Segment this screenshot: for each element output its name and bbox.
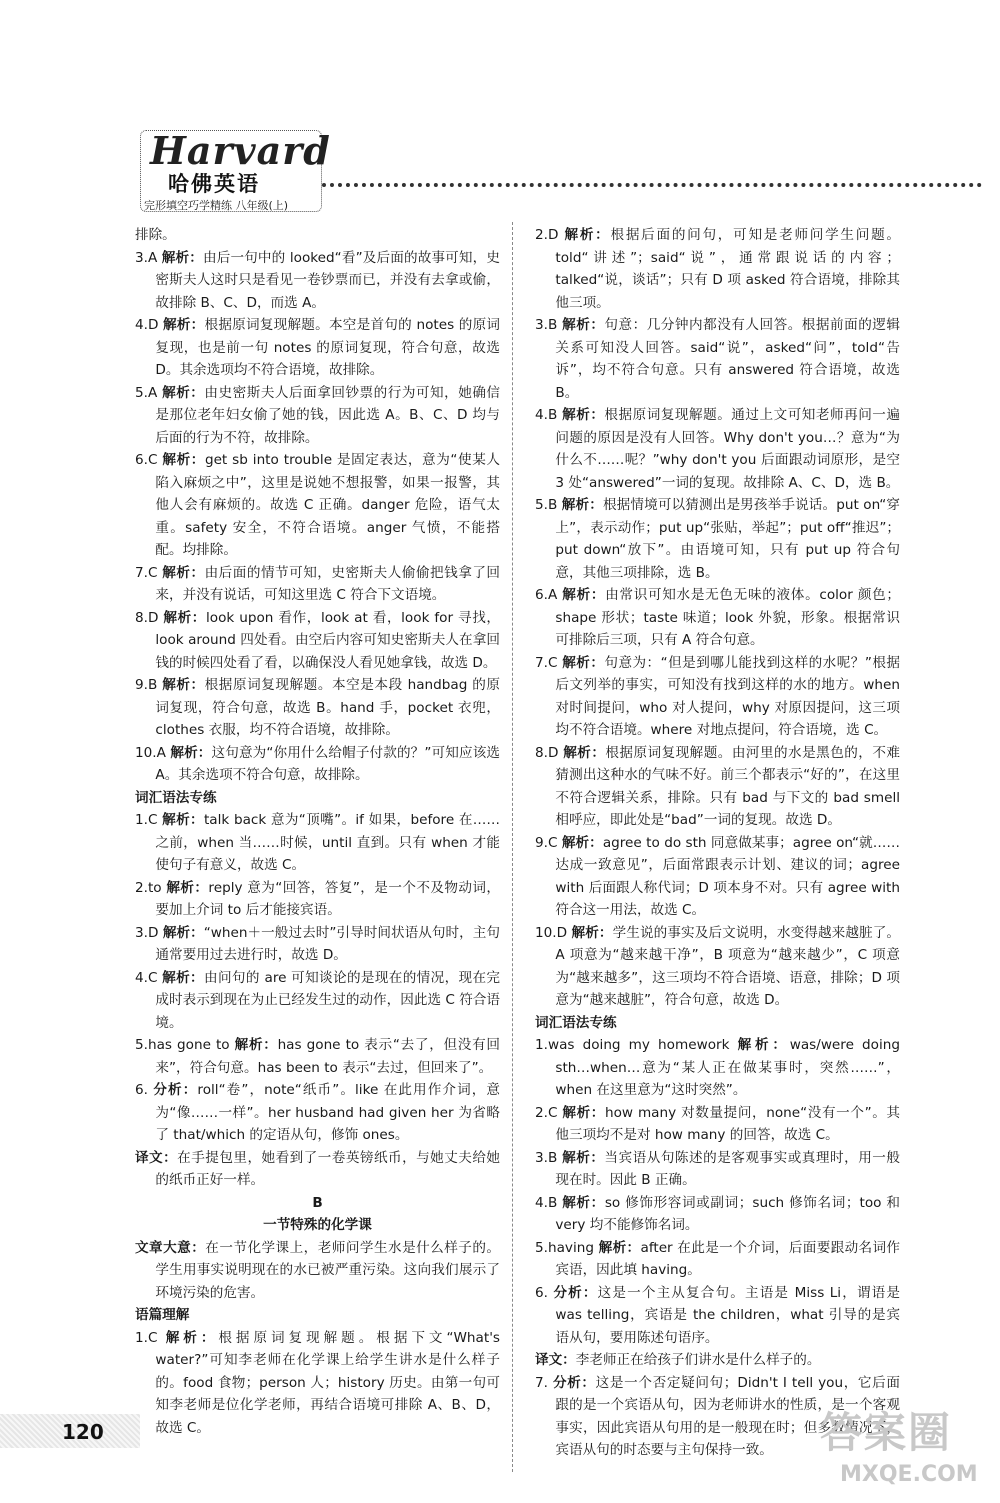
- analysis-label: 解析：: [571, 924, 613, 941]
- analysis-label: 解析：: [562, 587, 606, 603]
- analysis-text: agree to do sth 同意做某事；agree on“就……达成一致意见”，后面常跟表示计划、建议的词；agree with 后面跟人称代词；D 项本身不对。只有 agree with 符合这一用法，故选 C。: [555, 834, 900, 918]
- answer-number: 1.was doing my homework: [535, 1037, 730, 1053]
- analysis-label: 解析：: [562, 1149, 605, 1166]
- analysis-text: 在一节化学课上，老师问学生水是什么样子的。学生用事实说明现在的水已被严重污染。这向我们展示了环境污染的危害。: [155, 1239, 500, 1301]
- answer-item: [135, 247, 500, 315]
- answer-item: [135, 449, 500, 562]
- analysis-text: 由后面的情节可知，史密斯夫人偷偷把钱拿了回来，并没有说话，可知这里选 C 符合下文语境。: [155, 564, 501, 603]
- answer-item: [135, 1034, 500, 1079]
- page-header: [0, 0, 1000, 240]
- answer-number: 7.C: [135, 564, 158, 581]
- answer-number: 6.: [135, 1082, 148, 1098]
- passage-title: B: [312, 1194, 323, 1211]
- answer-number: 3.B: [535, 317, 558, 333]
- analysis-text: 根据原词复现解题。根据下文“What's water?”可知李老师在化学课上给学生讲水是什么样子的。food 食物；person 人；history 历史。由第一句可知李老师是位化学老师，再结合语境可排除 A、B、D，故选 C。: [155, 1329, 501, 1436]
- analysis-text: has gone to 表示“去了，但没有回来”，符合句意。has been to 表示“去过，但回来了”。: [155, 1037, 500, 1076]
- analysis-label: 解析：: [564, 227, 611, 243]
- answer-number: 9.B: [135, 677, 158, 693]
- analysis-text: 由后一句中的 looked“看”及后面的故事可知，史密斯夫人这时只是看见一卷钞票而已，并没有去拿或偷，故排除 B、C、D，而选 A。: [155, 249, 500, 311]
- answer-number: 8.D: [535, 744, 559, 761]
- answer-number: 5.has gone to: [135, 1037, 230, 1053]
- answer-number: 5.A: [135, 384, 158, 401]
- text-line: 排除。: [135, 227, 176, 243]
- section-heading: 词汇语法专练: [535, 1014, 617, 1031]
- answer-item: [535, 742, 900, 832]
- analysis-text: get sb into trouble 是固定表达，意为“使某人陷入麻烦之中”，这里是说她不想报警，如果一报警，其他人会有麻烦的。故选 C 正确。danger 危险，语气太重。safety 安全，不符合语境。anger 气愤，不能搭配。均排除。: [155, 452, 500, 558]
- answer-number: 6.: [535, 1284, 548, 1301]
- analysis-text: how many 对数量提问，none“没有一个”。其他三项均不是对 how many 的回答，故选 C。: [555, 1104, 900, 1143]
- answer-item: [135, 742, 500, 787]
- analysis-label: 译文：: [135, 1149, 178, 1166]
- answer-number: 7.C: [535, 654, 558, 671]
- analysis-text: after 在此是一个介词，后面要跟动名词作宾语，因此填 having。: [555, 1239, 901, 1278]
- answer-item: [535, 1237, 900, 1282]
- analysis-text: 根据原词复现解题。本空是本段 handbag 的原词复现，符合句意，故选 B。hand 手，pocket 衣兜，clothes 衣服，均不符合语境，故排除。: [155, 677, 501, 738]
- analysis-label: 解析：: [562, 317, 605, 333]
- analysis-label: 分析：: [552, 1374, 596, 1391]
- answer-item: [135, 877, 500, 922]
- analysis-label: 解析：: [598, 1239, 641, 1256]
- analysis-text: 学生说的事实及后文说明，水变得越来越脏了。A 项意为“越来越干净”，B 项意为“越来越少”，C 项意为“越来越多”，这三项均不符合语境、语意，排除；D 项意为“越来越脏”，符合句意，故选 D。: [555, 924, 901, 1008]
- answer-item: [535, 404, 900, 494]
- analysis-label: 解析：: [165, 1329, 219, 1346]
- answer-number: 2.D: [535, 227, 559, 243]
- answer-item: [535, 1147, 900, 1192]
- analysis-text: 这是一个否定疑问句；Didn't I tell you，它后面跟的是一个宾语从句，因为老师讲水的性质，是一个客观事实，因此宾语从句用的是一般现在时；但多数情况下，宾语从句的时态要与主句保持一致。: [555, 1374, 900, 1458]
- watermark-url: MXQE.COM: [840, 1462, 978, 1487]
- analysis-label: 解析：: [166, 879, 209, 896]
- analysis-label: 分析：: [553, 1284, 598, 1301]
- analysis-text: 这是一个主从复合句。主语是 Miss Li，谓语是 was telling，宾语是 the children，what 引导的是宾语从句，要用陈述句语序。: [555, 1284, 901, 1346]
- analysis-label: 解析：: [162, 677, 205, 693]
- answer-item: [535, 1282, 900, 1350]
- analysis-label: 解析：: [162, 384, 205, 401]
- answer-number: 10.A: [135, 744, 166, 761]
- analysis-text: “when＋一般过去时”引导时间状语从句时，主句通常要用过去进行时，故选 D。: [155, 924, 501, 963]
- right-column: [535, 224, 900, 1462]
- answer-item: [135, 562, 500, 607]
- page-number: 120: [62, 1420, 104, 1444]
- answer-number: 8.D: [135, 609, 159, 626]
- analysis-text: 根据情境可以猜测出是男孩举手说话。put on“穿上”，表示动作；put up“张贴，举起”；put off“推迟”；put down“放下”。由语境可知，只有 put up 符合句意，其他三项排除，选 B。: [555, 497, 900, 581]
- answer-item: [535, 1034, 900, 1102]
- answer-item: [135, 1079, 500, 1147]
- answer-item: [135, 922, 500, 967]
- answer-item: [535, 224, 900, 314]
- analysis-label: 译文：: [535, 1352, 576, 1368]
- analysis-label: 解析：: [162, 969, 205, 986]
- answer-number: 1.C: [135, 1329, 158, 1346]
- analysis-label: 解析：: [161, 249, 203, 266]
- section-heading: 词汇语法专练: [135, 789, 217, 806]
- analysis-text: 句意为：“但是到哪儿能找到这样的水呢？”根据后文列举的事实，可知没有找到这样的水的地方。when 对时间提问，who 对人提问，why 对原因提问，这三项均不符合语境。where 对地点提问，符合语境，选 C。: [555, 654, 900, 738]
- analysis-text: 根据原词复现解题。通过上文可知老师再问一遍问题的原因是没有人回答。Why don't you…？意为“为什么不……呢？”why don't you 后面跟动词原形，是空 3 处“answered”一词的复现。故排除 A、C、D，选 B。: [555, 407, 900, 491]
- answer-number: 9.C: [535, 834, 558, 851]
- answer-number: 1.C: [135, 812, 158, 828]
- analysis-label: 解析：: [162, 564, 205, 581]
- analysis-label: 分析：: [153, 1082, 198, 1098]
- analysis-text: 由史密斯夫人后面拿回钞票的行为可知，她确信是那位老年妇女偷了她的钱，因此选 A。B、C、D 均与后面的行为不符，故排除。: [155, 384, 501, 446]
- analysis-text: 根据原词复现解题。本空是首句的 notes 的原词复现，也是前一句 notes 的原词复现，符合句意，故选 D。其余选项均不符合语境，故排除。: [155, 317, 501, 378]
- analysis-text: 由问句的 are 可知谈论的是现在的情况，现在完成时表示到现在为止已经发生过的动作，因此选 C 符合语境。: [155, 969, 501, 1031]
- brand-subtitle: 哈佛英语: [168, 172, 260, 196]
- watermark-logo: 答案圈: [820, 1408, 953, 1457]
- analysis-label: 解析：: [163, 317, 205, 333]
- analysis-text: reply 意为“回答，答复”，是一个不及物动词，要加上介词 to 后才能接宾语。: [155, 879, 501, 918]
- answer-item: [135, 1327, 500, 1440]
- analysis-text: was/were doing sth…when…意为“某人正在做某事时，突然……”，when 在这里意为“这时突然”。: [555, 1037, 901, 1098]
- passage-title: 一节特殊的化学课: [263, 1217, 372, 1233]
- answer-number: 3.D: [135, 924, 159, 941]
- analysis-text: 李老师正在给孩子们讲水是什么样子的。: [575, 1352, 821, 1368]
- analysis-text: 由常识可知水是无色无味的液体。color 颜色；shape 形状；taste 味道；look 外貌，形象。根据常识可排除后三项，只有 A 符合句意。: [555, 587, 900, 648]
- answer-item: [535, 494, 900, 584]
- analysis-label: 解析：: [561, 497, 603, 513]
- analysis-label: 解析：: [162, 452, 205, 468]
- answer-number: 2.to: [135, 879, 162, 896]
- column-divider: [512, 222, 513, 1472]
- answer-item: [535, 584, 900, 652]
- analysis-text: 在手提包里，她看到了一卷英镑纸币，与她丈夫给她的纸币正好一样。: [155, 1149, 501, 1188]
- section-heading: 语篇理解: [135, 1307, 190, 1323]
- answer-item: [135, 967, 500, 1035]
- answer-number: 3.B: [535, 1149, 558, 1166]
- answer-item: [535, 1349, 900, 1372]
- brand-logo: Harvard: [150, 128, 331, 173]
- answer-item: [135, 1237, 500, 1305]
- left-column: [135, 224, 500, 1439]
- analysis-label: 文章大意：: [135, 1239, 206, 1256]
- analysis-label: 解析：: [562, 407, 605, 423]
- analysis-text: so 修饰形容词或副词；such 修饰名词；too 和 very 均不能修饰名词。: [555, 1194, 900, 1233]
- analysis-text: look upon 看作，look at 看，look for 寻找，look around 四处看。由空后内容可知史密斯夫人在拿回钱的时候四处看了看，以确保没人看见她拿钱，故选 D。: [155, 609, 500, 671]
- answer-number: 7.: [535, 1374, 548, 1391]
- analysis-text: 根据原词复现解题。由河里的水是黑色的，不难猜测出这种水的气味不好。前三个都表示“好的”，在这里不符合逻辑关系，排除。只有 bad 与下文的 bad smell 相呼应，即此处是“bad”一词的复现。故选 D。: [555, 744, 900, 828]
- analysis-label: 解析：: [562, 1194, 605, 1211]
- answer-number: 4.B: [535, 1194, 558, 1211]
- analysis-text: 当宾语从句陈述的是客观事实或真理时，用一般现在时。因此 B 正确。: [555, 1149, 900, 1188]
- analysis-label: 解析：: [563, 744, 606, 761]
- answer-number: 6.A: [535, 587, 558, 603]
- answer-item: [135, 1147, 500, 1192]
- answer-item: [135, 314, 500, 382]
- analysis-label: 解析：: [562, 1104, 605, 1121]
- analysis-text: 根据后面的问句，可知是老师问学生问题。told“讲述”；said“说”，通常跟说话的内容；talked“说，谈话”；只有 D 项 asked 符合语境，排除其他三项。: [555, 227, 901, 311]
- analysis-label: 解析：: [162, 812, 204, 828]
- analysis-text: 这句意为“你用什么给帽子付款的？”可知应该选 A。其余选项不符合句意，故排除。: [155, 744, 501, 783]
- answer-item: [535, 922, 900, 1012]
- analysis-label: 解析：: [170, 744, 212, 761]
- answer-item: [135, 607, 500, 675]
- answer-number: 10.D: [535, 924, 568, 941]
- analysis-text: roll“卷”，note“纸币”。like 在此用作介词，意为“像……一样”。her husband had given her 为省略了 that/which 的定语从句，修饰 ones。: [155, 1082, 500, 1143]
- analysis-label: 解析：: [562, 654, 605, 671]
- answer-number: 4.B: [535, 407, 558, 423]
- answer-item: [535, 1102, 900, 1147]
- answer-item: [535, 314, 900, 404]
- analysis-label: 解析：: [163, 609, 206, 626]
- watermark: [820, 1400, 990, 1495]
- answer-number: 5.B: [535, 497, 558, 513]
- answer-number: 5.having: [535, 1239, 594, 1256]
- answer-number: 4.D: [135, 317, 159, 333]
- answer-item: [535, 652, 900, 742]
- answer-item: [135, 809, 500, 877]
- analysis-text: 句意：几分钟内都没有人回答。根据前面的逻辑关系可知没人回答。said“说”，asked“问”，told“告诉”，均不符合句意。只有 answered 符合语境，故选 B。: [555, 317, 900, 401]
- analysis-text: talk back 意为“顶嘴”。if 如果，before 在……之前，when 当……时候，until 直到。只有 when 才能使句子有意义，故选 C。: [155, 812, 500, 873]
- answer-item: [135, 674, 500, 742]
- answer-number: 2.C: [535, 1104, 558, 1121]
- analysis-label: 解析：: [234, 1037, 278, 1053]
- analysis-label: 解析：: [561, 834, 603, 851]
- answer-number: 6.C: [135, 452, 158, 468]
- answer-item: [135, 382, 500, 450]
- book-caption: 完形填空巧学精练 八年级(上): [144, 199, 289, 212]
- header-dotted-rule: [322, 183, 982, 187]
- answer-item: [535, 832, 900, 922]
- answer-number: 4.C: [135, 969, 158, 986]
- analysis-label: 解析：: [162, 924, 204, 941]
- analysis-label: 解析：: [737, 1037, 790, 1053]
- answer-item: [535, 1192, 900, 1237]
- answer-number: 3.A: [135, 249, 158, 266]
